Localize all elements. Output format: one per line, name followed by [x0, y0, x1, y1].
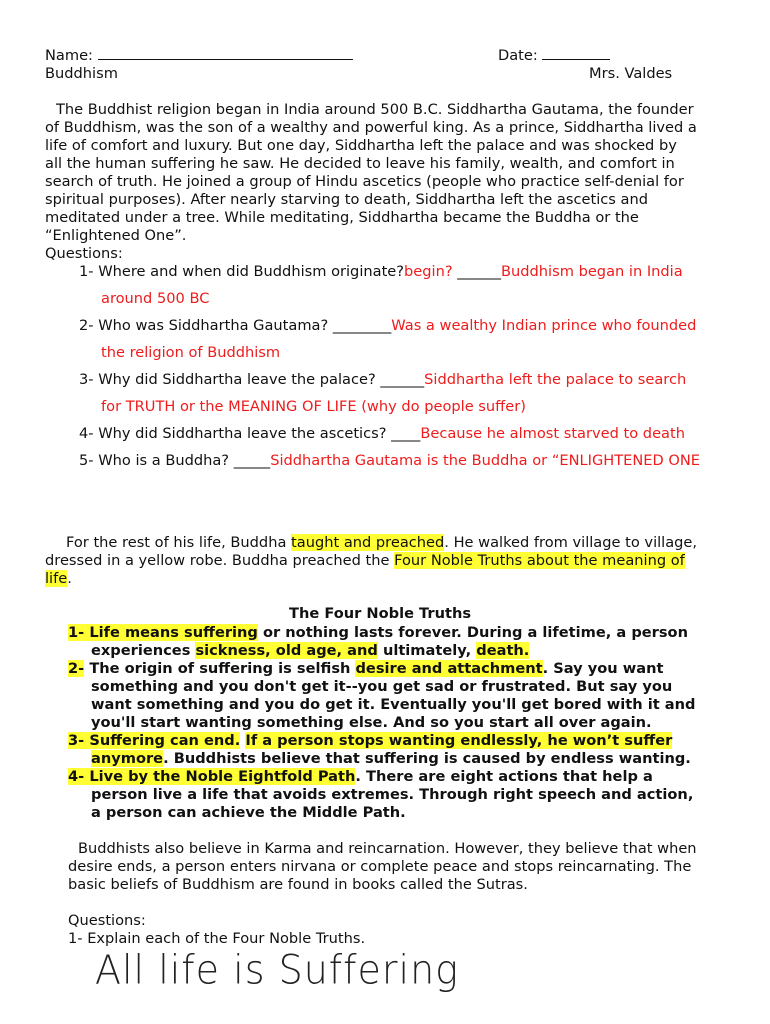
handwritten-answer[interactable]: All life is Suffering — [95, 946, 459, 994]
highlighted-text: life — [45, 570, 68, 587]
truth-4-cont: a person can achieve the Middle Path. — [91, 804, 406, 821]
question-text: Who is a Buddha? — [98, 452, 230, 469]
truth-number: 2- — [68, 660, 85, 677]
answer-text: Was a wealthy Indian prince who founded — [391, 317, 697, 334]
question-4 — [79, 425, 685, 442]
question-annotation: begin? — [404, 263, 453, 280]
answer-text: Because he almost starved to death — [420, 425, 685, 442]
intro-line: life of comfort and luxury. But one day, Siddhartha left the palace and was shocked by — [45, 137, 677, 154]
teacher-name: Mrs. Valdes — [589, 65, 673, 82]
para-line — [45, 552, 685, 569]
text: . He walked from village to village, — [444, 534, 698, 551]
truth-number: 4- — [68, 768, 85, 785]
question-number: 5- — [79, 452, 94, 469]
highlighted-text: desire and attachment — [355, 660, 543, 677]
text: The origin of suffering is selfish — [89, 660, 356, 677]
highlighted-text: Life means suffering — [89, 624, 258, 641]
date-blank[interactable] — [542, 47, 610, 60]
highlighted-text: If a person stops wanting endlessly, he won’t suffer — [245, 732, 673, 749]
question-text: Where and when did Buddhism originate? — [98, 263, 405, 280]
question-number: 1- — [79, 263, 94, 280]
truth-3 — [68, 732, 672, 749]
date-line — [498, 47, 610, 64]
question-number: 2- — [79, 317, 94, 334]
subject-label: Buddhism — [45, 65, 118, 82]
truth-2-cont: something and you don't get it--you get sad or frustrated. But say you — [91, 678, 673, 695]
answer-blank: ________ — [332, 317, 392, 334]
intro-line: The Buddhist religion began in India around 500 B.C. Siddhartha Gautama, the founder — [56, 101, 694, 118]
truth-number: 1- — [68, 624, 85, 641]
text: . Say you want — [542, 660, 664, 677]
highlighted-text: taught and preached — [291, 534, 445, 551]
text: . — [67, 570, 72, 587]
text: ultimately, — [377, 642, 477, 659]
question-1 — [79, 263, 683, 280]
answer-text: Siddhartha left the palace to search — [424, 371, 687, 388]
name-line — [45, 47, 353, 64]
truth-4 — [68, 768, 653, 785]
name-label: Name: — [45, 47, 93, 64]
highlighted-text: Suffering can end. — [89, 732, 241, 749]
answer-blank: ______ — [457, 263, 502, 280]
question-text: Who was Siddhartha Gautama? — [98, 317, 329, 334]
text: . There are eight actions that help a — [355, 768, 653, 785]
highlighted-text: Live by the Noble Eightfold Path — [89, 768, 356, 785]
highlighted-text: death. — [476, 642, 530, 659]
intro-line: of Buddhism, was the son of a wealthy and powerful king. As a prince, Siddhartha lived a — [45, 119, 697, 136]
question-text: Why did Siddhartha leave the palace? — [98, 371, 376, 388]
text: . Buddhists believe that suffering is caused by endless wanting. — [163, 750, 691, 767]
answer-text-cont: the religion of Buddhism — [101, 344, 281, 361]
questions-heading: Questions: — [45, 245, 123, 262]
answer-blank: _____ — [233, 452, 271, 469]
answer-text-cont: for TRUTH or the MEANING OF LIFE (why do people suffer) — [101, 398, 526, 415]
text: For the rest of his life, Buddha — [66, 534, 292, 551]
answer-blank: ______ — [380, 371, 425, 388]
truth-2-cont: want something and you do get it. Eventually you'll get bored with it and — [91, 696, 696, 713]
intro-line: meditated under a tree. While meditating, Siddhartha became the Buddha or the — [45, 209, 639, 226]
intro-line: “Enlightened One”. — [45, 227, 187, 244]
truth-4-cont: person live a life that avoids extremes. Through right speech and action, — [91, 786, 694, 803]
para-line: Buddhists also believe in Karma and reincarnation. However, they believe that when — [78, 840, 697, 857]
answer-blank: ____ — [391, 425, 421, 442]
text: experiences — [91, 642, 196, 659]
question-text: Why did Siddhartha leave the ascetics? — [98, 425, 387, 442]
question-5 — [79, 452, 700, 469]
question-explain-truths: 1- Explain each of the Four Noble Truths. — [68, 930, 366, 947]
truth-2 — [68, 660, 663, 677]
truth-number: 3- — [68, 732, 85, 749]
highlighted-text: Four Noble Truths about the meaning of — [394, 552, 685, 569]
truths-title: The Four Noble Truths — [289, 605, 472, 622]
intro-line: search of truth. He joined a group of Hindu ascetics (people who practice self-denial for — [45, 173, 684, 190]
truth-1 — [68, 624, 688, 641]
question-2 — [79, 317, 696, 334]
para-line — [66, 534, 697, 551]
question-number: 4- — [79, 425, 94, 442]
text: or nothing lasts forever. During a lifetime, a person — [257, 624, 688, 641]
text: dressed in a yellow robe. Buddha preached the — [45, 552, 395, 569]
name-blank[interactable] — [98, 47, 353, 60]
answer-text: Buddhism began in India — [501, 263, 683, 280]
intro-line: spiritual purposes). After nearly starving to death, Siddhartha left the ascetics and — [45, 191, 648, 208]
highlighted-text: sickness, old age, and — [195, 642, 378, 659]
date-label: Date: — [498, 47, 538, 64]
para-line — [45, 570, 72, 587]
para-line: basic beliefs of Buddhism are found in books called the Sutras. — [68, 876, 528, 893]
questions-heading-2: Questions: — [68, 912, 146, 929]
para-line: desire ends, a person enters nirvana or complete peace and stops reincarnating. The — [68, 858, 692, 875]
answer-text-cont: around 500 BC — [101, 290, 210, 307]
highlighted-text: anymore — [91, 750, 164, 767]
truth-2-cont: you'll start wanting something else. And so you start all over again. — [91, 714, 652, 731]
question-number: 3- — [79, 371, 94, 388]
intro-line: all the human suffering he saw. He decided to leave his family, wealth, and comfort in — [45, 155, 675, 172]
truth-3-cont — [91, 750, 691, 767]
answer-text: Siddhartha Gautama is the Buddha or “ENLIGHTENED ONE — [270, 452, 701, 469]
truth-1-cont — [91, 642, 529, 659]
question-3 — [79, 371, 686, 388]
